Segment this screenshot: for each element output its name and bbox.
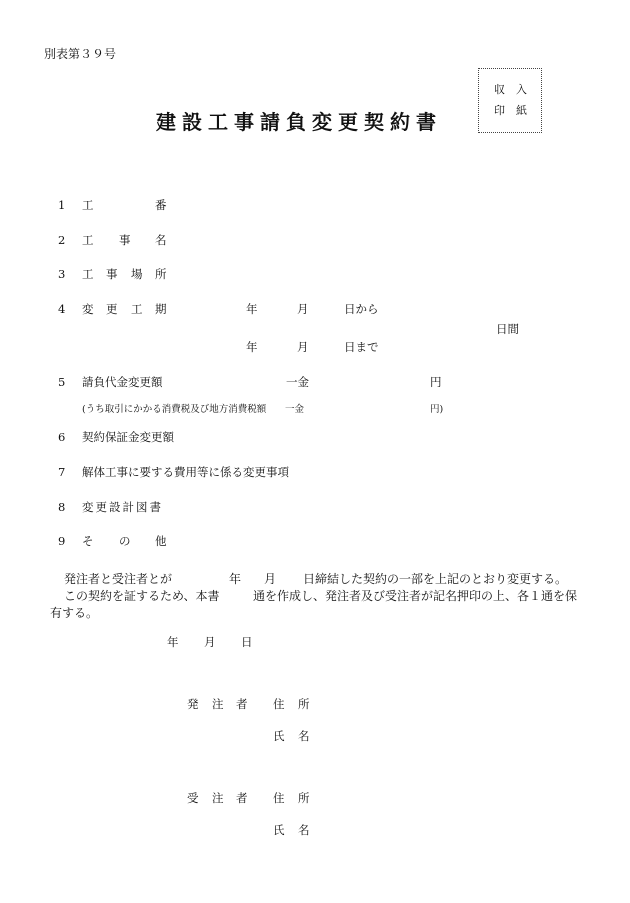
item-number: 2 <box>58 233 66 247</box>
orderer-address-label: 所 <box>298 697 310 711</box>
tax-label: (うち取引にかかる消費税及び地方消費税額 <box>82 404 267 415</box>
item-label-char: 番 <box>155 198 167 212</box>
revenue-stamp-box <box>478 68 542 133</box>
period-year: 年 <box>246 302 258 316</box>
orderer-label-char: 注 <box>212 697 224 711</box>
item-label: 変更設計図書 <box>82 500 163 514</box>
contractor-label-char: 者 <box>236 791 248 805</box>
contractor-address-label: 住 <box>273 791 285 805</box>
item-label: 請負代金変更額 <box>82 375 163 389</box>
item-label-char: そ <box>82 534 94 548</box>
item-number: 5 <box>58 375 66 389</box>
item-number: 1 <box>58 198 66 212</box>
paragraph-text: この契約を証するため、本書 <box>64 589 220 603</box>
orderer-address-label: 住 <box>273 697 285 711</box>
item-label-char: 事 <box>106 267 118 281</box>
stamp-char: 紙 <box>516 104 527 117</box>
document-title: 建設工事請負変更契約書 <box>156 110 442 134</box>
date-month: 月 <box>204 635 216 649</box>
tax-prefix: 一金 <box>285 404 305 415</box>
item-label: 契約保証金変更額 <box>82 430 174 444</box>
paragraph-text: 発注者と受注者とが <box>64 572 173 586</box>
item-label-char: 事 <box>119 233 131 247</box>
item-label-char: 工 <box>82 267 94 281</box>
item-number: 6 <box>58 430 66 444</box>
form-number: 別表第３９号 <box>44 47 117 61</box>
period-year: 年 <box>246 340 258 354</box>
paragraph-month: 月 <box>264 572 277 586</box>
item-label-char: 所 <box>155 267 167 281</box>
contractor-name-label: 氏 <box>273 823 285 837</box>
contractor-address-label: 所 <box>298 791 310 805</box>
orderer-label-char: 発 <box>187 697 199 711</box>
item-label-char: 期 <box>155 302 167 316</box>
item-number: 8 <box>58 500 66 514</box>
stamp-char: 収 <box>494 83 505 96</box>
item-label-char: 工 <box>82 233 94 247</box>
item-number: 3 <box>58 267 66 281</box>
orderer-label-char: 者 <box>236 697 248 711</box>
item-label-char: 名 <box>155 233 167 247</box>
stamp-char: 入 <box>516 83 527 96</box>
date-day: 日 <box>241 635 253 649</box>
contractor-name-label: 名 <box>298 823 310 837</box>
item-number: 9 <box>58 534 66 548</box>
stamp-char: 印 <box>494 104 505 117</box>
paragraph-text: 通を作成し、発注者及び受注者が記名押印の上、各１通を保 <box>253 589 578 603</box>
item-number: 4 <box>58 302 66 316</box>
item-number: 7 <box>58 465 66 479</box>
period-month: 月 <box>297 340 309 354</box>
period-from: 日から <box>344 302 379 316</box>
paragraph-text: 有する。 <box>50 606 99 620</box>
amount-prefix: 一金 <box>286 375 309 389</box>
contractor-label-char: 受 <box>187 791 199 805</box>
paragraph-year: 年 <box>229 572 242 586</box>
item-label-char: 工 <box>131 302 143 316</box>
contractor-label-char: 注 <box>212 791 224 805</box>
date-year: 年 <box>167 635 179 649</box>
item-label-char: 更 <box>106 302 118 316</box>
period-until: 日まで <box>344 340 379 354</box>
amount-yen: 円 <box>430 375 442 389</box>
item-label-char: の <box>119 534 131 548</box>
paragraph-text: 日締結した契約の一部を上記のとおり変更する。 <box>303 572 568 586</box>
item-label-char: 工 <box>82 198 94 212</box>
orderer-name-label: 氏 <box>273 729 285 743</box>
orderer-name-label: 名 <box>298 729 310 743</box>
period-days: 日間 <box>496 322 519 336</box>
item-label-char: 変 <box>82 302 94 316</box>
tax-yen: 円) <box>430 404 444 415</box>
item-label-char: 場 <box>131 267 143 281</box>
period-month: 月 <box>297 302 309 316</box>
item-label: 解体工事に要する費用等に係る変更事項 <box>82 465 289 479</box>
item-label-char: 他 <box>155 534 167 548</box>
